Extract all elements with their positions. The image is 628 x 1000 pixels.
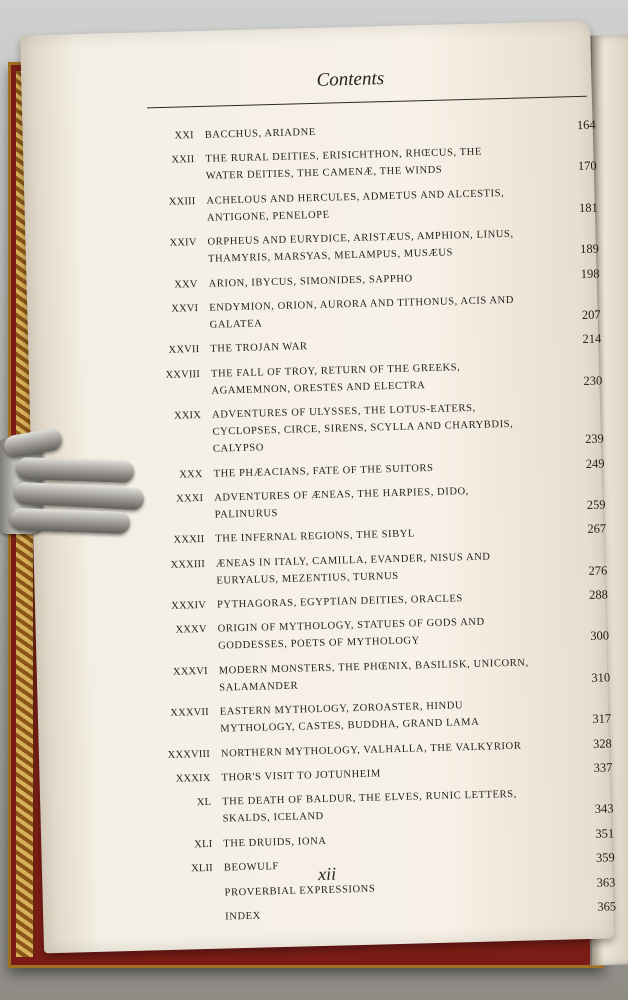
- page-number: 207: [581, 307, 601, 322]
- chapter-number: XXXVI: [172, 665, 208, 678]
- chapter-number: XXXVII: [170, 707, 210, 720]
- heading-rule: [147, 96, 587, 109]
- page-number: 276: [588, 563, 608, 578]
- toc-row: [153, 397, 604, 460]
- page-number: 249: [585, 455, 605, 471]
- page-number: 365: [597, 899, 617, 914]
- chapter-title: PYTHAGORAS, EGYPTIAN DEITIES, ORACLES: [216, 593, 464, 611]
- page-folio: xii: [317, 863, 337, 885]
- toc-row: [148, 224, 599, 270]
- chapter-number: XXXII: [173, 534, 205, 547]
- chapter-number: XXII: [171, 154, 195, 167]
- chapter-number: XXXIII: [170, 558, 206, 571]
- chapter-number: XXIV: [169, 237, 197, 249]
- toc-row: [155, 479, 606, 525]
- toc-row: [149, 265, 599, 294]
- chapter-number: XXIX: [173, 410, 202, 422]
- chapter-number: XXXVIII: [167, 748, 211, 761]
- toc-row: [146, 141, 597, 187]
- toc-row: [162, 759, 612, 788]
- chapter-number: XXVI: [171, 303, 199, 315]
- toc-row: [163, 784, 614, 830]
- chapter-title: THE TROJAN WAR: [210, 341, 308, 356]
- page-number: 359: [595, 850, 615, 866]
- chapter-title: BACCHUS, ARIADNE: [204, 126, 316, 141]
- chapter-title: THE INFERNAL REGIONS, THE SIBYL: [215, 528, 416, 545]
- chapter-number: XXX: [179, 468, 203, 481]
- chapter-title: ORPHEUS AND EURYDICE, ARISTÆUS, AMPHION, LINUS, THAMYRIS, MARSYAS, MELAMPUS, MUSÆUS: [207, 228, 514, 265]
- chapter-title: ADVENTURES OF ULYSSES, THE LOTUS-EATERS, CYCLOPSES, CIRCE, SIRENS, SCYLLA AND CHARYBDIS, CALYPSO: [211, 402, 514, 455]
- toc-row: [147, 182, 598, 228]
- toc-row: [158, 587, 608, 616]
- chapter-title: BEOWULF: [223, 861, 280, 874]
- toc-row: [151, 331, 601, 360]
- chapter-number: XXV: [174, 278, 198, 291]
- chapter-title: EASTERN MYTHOLOGY, ZOROASTER, HINDU MYTHOLOGY, CASTES, BUDDHA, GRAND LAMA: [219, 700, 480, 735]
- chapter-number: XXVII: [168, 344, 200, 357]
- chapter-number: XLII: [191, 863, 214, 875]
- page-number: 351: [595, 826, 615, 841]
- chapter-title: NORTHERN MYTHOLOGY, VALHALLA, THE VALKYRIOR: [220, 740, 522, 760]
- page-number: 337: [593, 760, 613, 775]
- toc-row: [160, 652, 611, 698]
- toc-row: [161, 694, 612, 740]
- chapter-number: [166, 909, 225, 911]
- page-title: Contents: [316, 68, 385, 91]
- chapter-title: THE DEATH OF BALDUR, THE ELVES, RUNIC LETTERS, SKALDS, ICELAND: [222, 789, 518, 826]
- chapter-title: THE PHÆACIANS, FATE OF THE SUITORS: [213, 462, 434, 480]
- page-number: 310: [591, 670, 611, 685]
- chapter-title: INDEX: [225, 910, 262, 923]
- clip-finger: [10, 508, 131, 534]
- clip-finger: [3, 427, 64, 459]
- toc-row: [146, 117, 596, 146]
- chapter-title: THE FALL OF TROY, RETURN OF THE GREEKS, AGAMEMNON, ORESTES AND ELECTRA: [210, 361, 461, 397]
- chapter-title: PROVERBIAL EXPRESSIONS: [224, 883, 376, 899]
- toc-row: [166, 898, 616, 927]
- clip-finger: [16, 457, 135, 483]
- page-number: 343: [594, 801, 614, 817]
- chapter-title: ADVENTURES OF ÆNEAS, THE HARPIES, DIDO, PALINURUS: [214, 485, 470, 521]
- chapter-number: XL: [196, 797, 212, 809]
- toc-list: [146, 117, 617, 935]
- page-number: 259: [586, 497, 606, 512]
- page-number: 239: [584, 431, 605, 447]
- chapter-title: MODERN MONSTERS, THE PHŒNIX, BASILISK, UNICORN, SALAMANDER: [218, 657, 529, 694]
- chapter-title: ÆNEAS IN ITALY, CAMILLA, EVANDER, NISUS AND EURYALUS, MEZENTIUS, TURNUS: [215, 551, 491, 587]
- chapter-number: XXVIII: [165, 368, 201, 381]
- page-number: 328: [592, 736, 612, 751]
- page-number: 198: [580, 266, 600, 281]
- toc-row: [158, 611, 609, 657]
- chapter-title: ARION, IBYCUS, SIMONIDES, SAPPHO: [208, 272, 413, 290]
- chapter-number: XXXI: [176, 492, 204, 505]
- chapter-title: THOR'S VISIT TO JOTUNHEIM: [221, 768, 382, 784]
- chapter-title: THE RURAL DEITIES, ERISICHTHON, RHŒCUS, THE WATER DEITIES, THE CAMENÆ, THE WINDS: [205, 146, 483, 183]
- toc-row: [162, 735, 612, 764]
- page-number: 164: [576, 117, 596, 133]
- page-number: 189: [579, 241, 600, 257]
- chapter-title: THE DRUIDS, IONA: [223, 835, 327, 850]
- chapter-number: XXXIX: [175, 772, 211, 785]
- chapter-number: XXIII: [168, 195, 196, 208]
- page-number: 267: [587, 521, 607, 537]
- toc-row: [156, 521, 606, 550]
- toc-row: [152, 355, 603, 401]
- chapter-title: ORIGIN OF MYTHOLOGY, STATUES OF GODS AND GODDESSES, POETS OF MYTHOLOGY: [217, 617, 485, 653]
- chapter-number: XXI: [174, 130, 194, 142]
- page-number: 181: [578, 200, 598, 215]
- page-number: 230: [583, 373, 603, 388]
- page-clip: [0, 416, 154, 536]
- page-number: 214: [582, 331, 602, 347]
- chapter-title: ENDYMION, ORION, AURORA AND TITHONUS, ACIS AND GALATEA: [209, 294, 515, 331]
- toc-row: [157, 545, 608, 591]
- page-number: 170: [577, 158, 597, 174]
- page-number: 300: [590, 628, 610, 644]
- toc-row: [154, 455, 604, 484]
- chapter-number: XLI: [194, 838, 213, 851]
- chapter-title: ACHELOUS AND HERCULES, ADMETUS AND ALCESTIS, ANTIGONE, PENELOPE: [206, 187, 505, 224]
- chapter-number: XXXIV: [171, 600, 207, 612]
- page-number: 317: [592, 711, 612, 727]
- toc-row: [150, 289, 601, 335]
- page-number: 363: [596, 874, 616, 890]
- chapter-number: XXXV: [175, 624, 207, 637]
- page-number: 288: [588, 587, 609, 602]
- toc-row: [164, 825, 614, 854]
